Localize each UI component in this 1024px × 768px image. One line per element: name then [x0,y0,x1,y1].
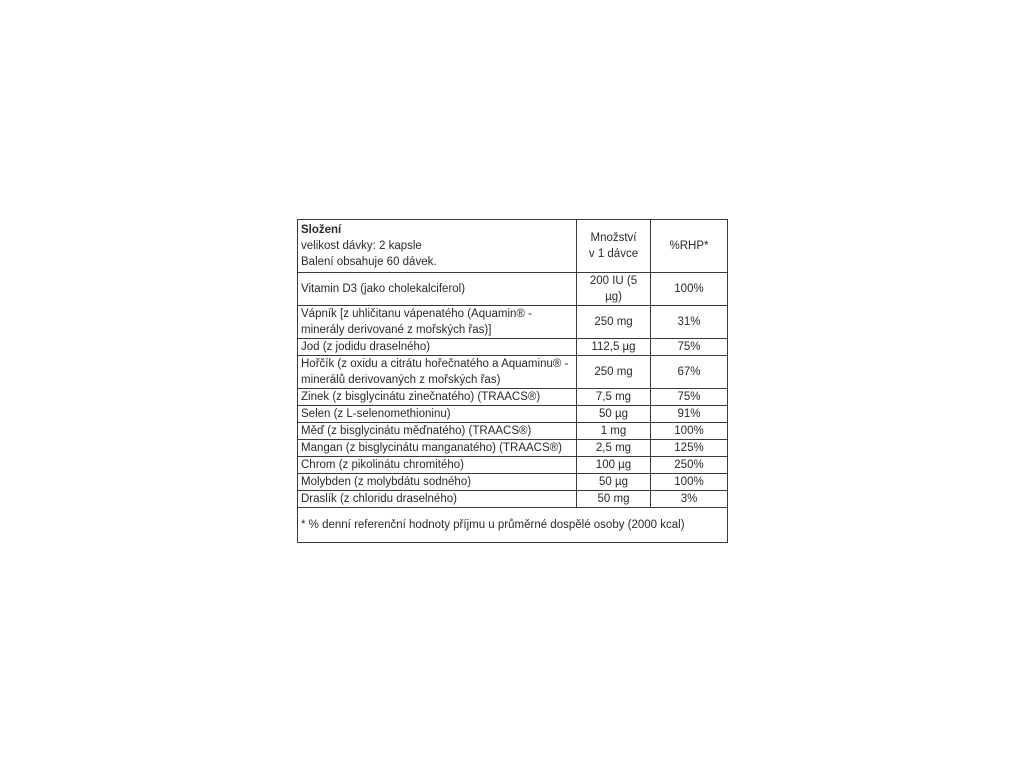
amount-header-cell [577,220,651,273]
ingredient-amount: 112,5 µg [577,339,651,356]
ingredient-name: Chrom (z pikolinátu chromitého) [298,457,577,474]
table-row [298,389,728,406]
composition-header-cell [298,220,577,273]
ingredient-amount: 7,5 mg [577,389,651,406]
footnote: * % denní referenční hodnoty příjmu u průměrné dospělé osoby (2000 kcal) [298,508,728,543]
composition-title: Složení [301,224,342,236]
ingredient-amount: 50 mg [577,491,651,508]
ingredient-amount: 2,5 mg [577,440,651,457]
amount-header-line2: v 1 dávce [588,248,639,260]
ingredient-name: Jod (z jodidu draselného) [298,339,577,356]
table-row [298,440,728,457]
ingredient-rhp: 75% [651,339,728,356]
ingredient-name: Vitamin D3 (jako cholekalciferol) [298,273,577,306]
ingredient-name: Mangan (z bisglycinátu manganatého) (TRAACS®) [298,440,577,457]
ingredient-name: Hořčík (z oxidu a citrátu hořečnatého a Aquaminu® - minerálů derivovaných z mořských řas) [298,356,577,389]
ingredient-rhp: 3% [651,491,728,508]
composition-table [297,219,728,543]
table-row [298,306,728,339]
ingredient-rhp: 67% [651,356,728,389]
table-header-row [298,220,728,273]
amount-header-line1: Množství [590,232,637,244]
table-row [298,406,728,423]
serving-size-text: velikost dávky: 2 kapsle [301,240,422,252]
ingredient-name: Vápník [z uhličitanu vápenatého (Aquamin® - minerály derivované z mořských řas)] [298,306,577,339]
ingredient-amount: 50 µg [577,474,651,491]
ingredient-name: Draslík (z chloridu draselného) [298,491,577,508]
ingredient-amount: 250 mg [577,306,651,339]
ingredient-amount: 250 mg [577,356,651,389]
footnote-row [298,508,728,543]
table-row [298,423,728,440]
ingredient-amount: 200 IU (5 µg) [577,273,651,306]
table-row [298,457,728,474]
ingredient-rhp: 91% [651,406,728,423]
package-text: Balení obsahuje 60 dávek. [301,256,437,268]
ingredient-rhp: 31% [651,306,728,339]
ingredient-name: Měď (z bisglycinátu měďnatého) (TRAACS®) [298,423,577,440]
table-row [298,356,728,389]
ingredient-rhp: 100% [651,423,728,440]
rhp-header-cell: %RHP* [651,220,728,273]
table-row [298,474,728,491]
ingredient-rhp: 250% [651,457,728,474]
ingredient-amount: 1 mg [577,423,651,440]
ingredient-rhp: 75% [651,389,728,406]
ingredient-amount: 100 µg [577,457,651,474]
table-row [298,491,728,508]
ingredient-name: Zinek (z bisglycinátu zinečnatého) (TRAACS®) [298,389,577,406]
ingredient-name: Selen (z L-selenomethioninu) [298,406,577,423]
table-row [298,273,728,306]
ingredient-rhp: 100% [651,474,728,491]
ingredient-rhp: 100% [651,273,728,306]
ingredient-rhp: 125% [651,440,728,457]
ingredient-name: Molybden (z molybdátu sodného) [298,474,577,491]
table-row [298,339,728,356]
ingredient-amount: 50 µg [577,406,651,423]
